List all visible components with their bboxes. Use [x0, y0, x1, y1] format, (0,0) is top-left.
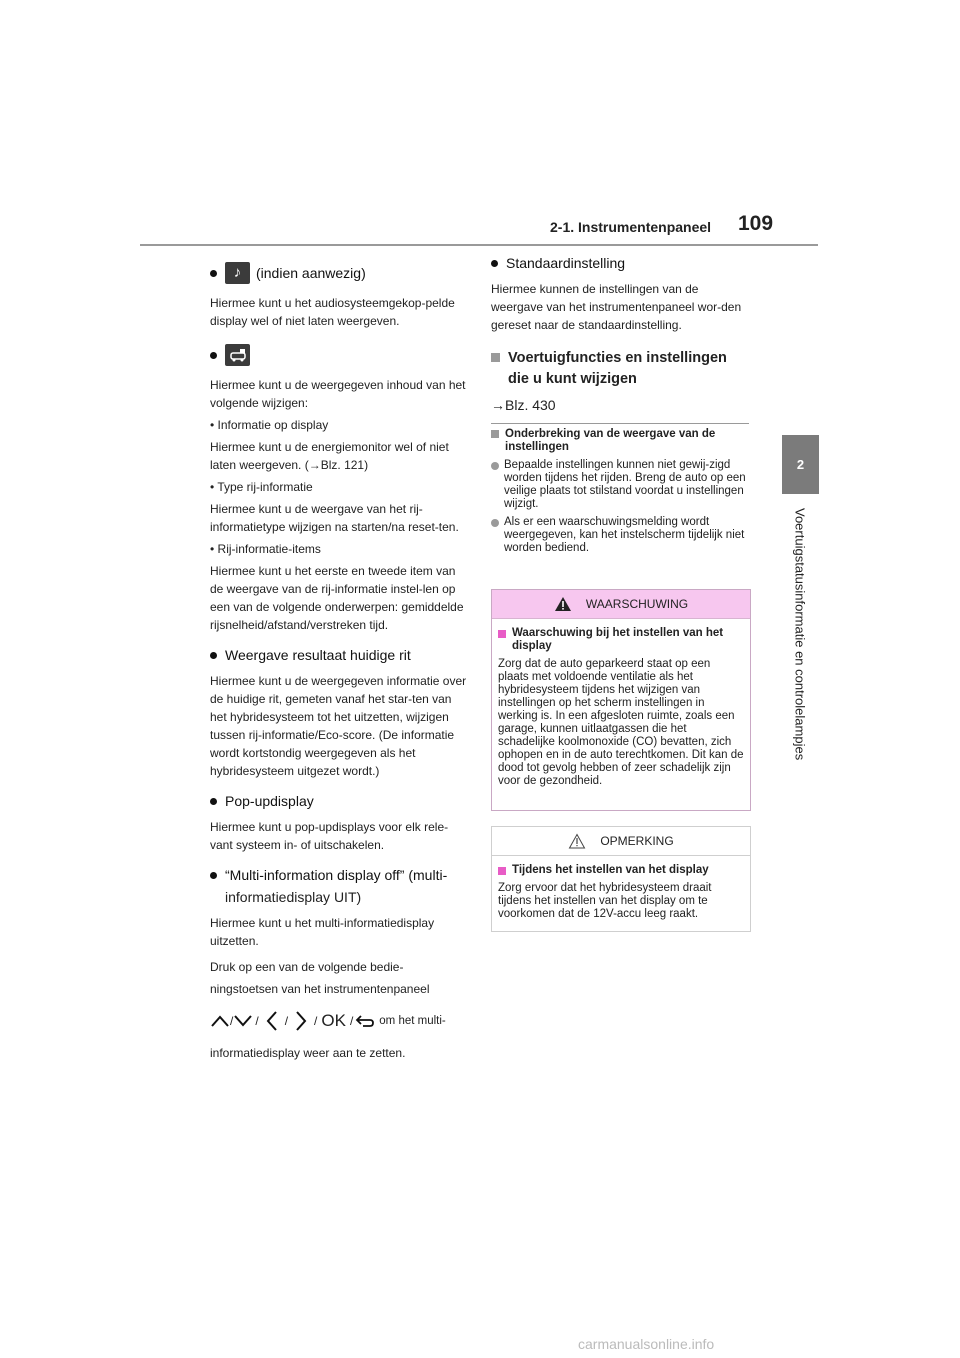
- functions-heading-line2: die u kunt wijzigen: [508, 371, 637, 387]
- settings-intro: Hiermee kunt u de weergegeven inhoud van het volgende wijzigen:: [210, 378, 466, 410]
- list-item-text: Hiermee kunt u het eerste en tweede item van de weergave van de rij-informatie instel-len op een van de volgende onderwerpen: gemiddelde rijsnelheid/afstand/verstreken tijd.: [210, 564, 464, 632]
- popup-heading: Pop-updisplay: [210, 792, 468, 810]
- bullet: [210, 652, 217, 659]
- interrupt-item: Als er een waarschuwingsmelding wordt weergegeven, kan het instelscherm tijdelijk niet worden bediend.: [491, 516, 749, 555]
- chevron-right-icon: [294, 1010, 308, 1032]
- trip-result-text: Hiermee kunt u de weergegeven informatie over de huidige rit, gemeten vanaf het star-ten van het hybridesysteem tot het uitzetten, wijzigen tussen rij-informatie/Eco-score. (De informatie wordt kortstondig weergegeven als het hybridesysteem uitgezet wordt.): [210, 674, 467, 778]
- section-title: 2-1. Instrumentenpaneel: [550, 219, 712, 235]
- mid-off-instruction-2: ningstoetsen van het instrumentenpaneel: [210, 982, 430, 996]
- chapter-tab: 2: [782, 435, 819, 494]
- list-item-label: • Type rij-informatie: [210, 480, 313, 494]
- mid-off-text: Hiermee kunt u het multi-informatiedisplay uitzetten.: [210, 916, 435, 948]
- warning-title: Waarschuwing bij het instellen van het display: [498, 627, 744, 653]
- mid-off-heading: “Multi-information display off” (multi-: [210, 866, 468, 884]
- warning-header: WAARSCHUWING: [492, 590, 750, 619]
- notice-header: OPMERKING: [492, 827, 750, 856]
- section-square: [498, 630, 506, 638]
- bullet: [491, 462, 499, 470]
- chevron-left-icon: [265, 1010, 279, 1032]
- mid-off-instruction-1: Druk op een van de volgende bedie-: [210, 960, 404, 974]
- audio-heading: ♪ (indien aanwezig): [210, 262, 468, 284]
- functions-ref: →Blz. 430: [491, 397, 556, 413]
- list-item-label: • Informatie op display: [210, 418, 329, 432]
- bullet: [210, 352, 217, 359]
- header-divider: [140, 244, 818, 246]
- list-item-text: Hiermee kunt u de energiemonitor wel of niet laten weergeven. (→Blz. 121): [210, 440, 449, 472]
- music-note-icon: ♪: [225, 262, 250, 284]
- vehicle-settings-icon: [225, 344, 250, 366]
- settings-icon-heading: [210, 344, 468, 366]
- section-square: [491, 430, 499, 438]
- warning-icon: [554, 596, 572, 612]
- caution-icon: [568, 833, 586, 849]
- page-number: 109: [738, 212, 774, 235]
- list-item-text: Hiermee kunt u de weergave van het rij-informatietype wijzigen na starten/na reset-ten.: [210, 502, 459, 534]
- audio-text: Hiermee kunt u het audiosysteemgekop-pelde display wel of niet laten weergeven.: [210, 296, 455, 328]
- chevron-down-icon: [233, 1014, 253, 1028]
- list-item-label: • Rij-informatie-items: [210, 542, 321, 556]
- chapter-title: Voertuigstatusinformatie en controlelampjes: [792, 508, 807, 761]
- back-icon: [355, 1014, 375, 1028]
- watermark: carmanualsonline.info: [578, 1336, 715, 1352]
- mid-off-instruction-3: informatiedisplay weer aan te zetten.: [210, 1046, 406, 1060]
- note-divider: [491, 423, 749, 424]
- notice-title: Tijdens het instellen van het display: [498, 864, 744, 877]
- section-square: [491, 353, 500, 362]
- mid-off-heading-line2: informatiedisplay UIT): [225, 889, 362, 905]
- functions-heading: Voertuigfuncties en instellingen: [491, 348, 749, 368]
- interrupt-note: [491, 428, 749, 555]
- interrupt-item: Bepaalde instellingen kunnen niet gewij-zigd worden tijdens het rijden. Breng de auto op een veilige plaats tot stilstand voordat u instellingen wijzigt.: [491, 459, 749, 511]
- bullet: [210, 872, 217, 879]
- popup-text: Hiermee kunt u pop-updisplays voor elk rele-vant systeem in- of uitschakelen.: [210, 820, 449, 852]
- bullet: [210, 270, 217, 277]
- bullet: [491, 260, 498, 267]
- control-buttons-row: / / / / OK / om het multi-: [210, 1010, 468, 1032]
- bullet: [210, 798, 217, 805]
- right-column: [491, 254, 749, 414]
- chapter-title-vertical: [772, 508, 827, 768]
- default-heading: Standaardinstelling: [491, 254, 749, 272]
- left-column: [210, 262, 468, 1062]
- trip-result-heading: Weergave resultaat huidige rit: [210, 646, 468, 664]
- bullet: [491, 519, 499, 527]
- warning-box: [491, 589, 751, 811]
- default-text: Hiermee kunnen de instellingen van de weergave van het instrumentenpaneel wor-den gereset naar de standaardinstelling.: [491, 282, 742, 332]
- interrupt-title: Onderbreking van de weergave van de instellingen: [491, 428, 749, 454]
- warning-text: Zorg dat de auto geparkeerd staat op een plaats met voldoende ventilatie als het hybridesysteem tijdens het wijzigen van instellingen op het scherm instellingen in werking is. In een afgesloten ruimte, zoals een garage, kunnen uitlaatgassen die het schadelijke koolmonoxide (CO) bevatten, zich ophopen en in de auto terechtkomen. Dit kan de dood tot gevolg hebben of zeer schadelijk zijn voor de gezondheid.: [498, 658, 744, 787]
- chevron-up-icon: [210, 1014, 230, 1028]
- notice-text: Zorg ervoor dat het hybridesysteem draait tijdens het instellen van het display om te voorkomen dat de 12V-accu leeg raakt.: [498, 882, 712, 920]
- notice-box: [491, 826, 751, 932]
- ok-button-label: OK: [321, 1011, 346, 1030]
- section-square: [498, 867, 506, 875]
